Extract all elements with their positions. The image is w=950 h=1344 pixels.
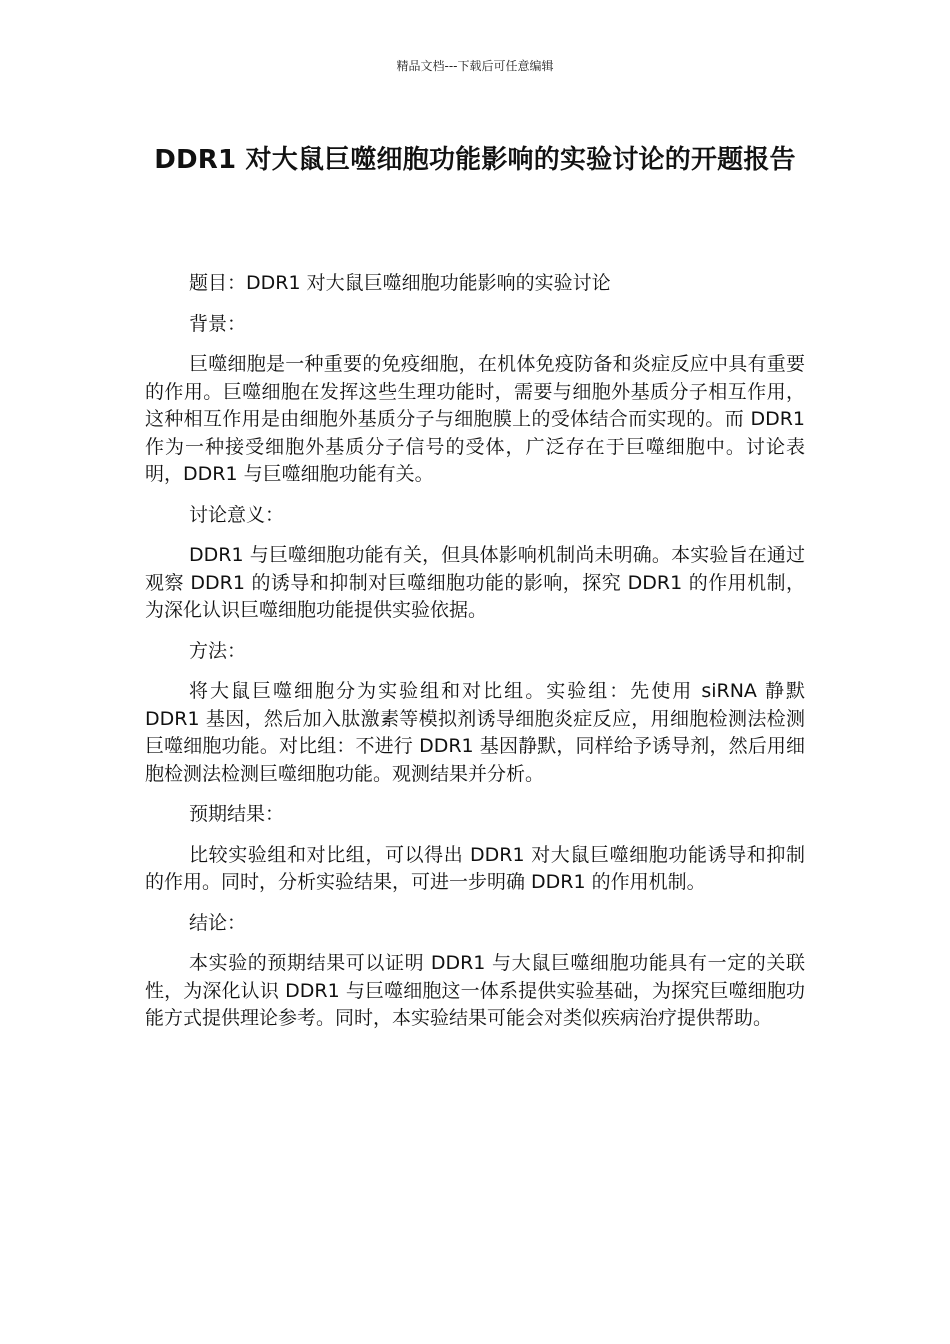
topic-line: 题目：DDR1 对大鼠巨噬细胞功能影响的实验讨论 — [189, 272, 611, 294]
significance-paragraph: DDR1 与巨噬细胞功能有关，但具体影响机制尚未明确。本实验旨在通过观察 DDR1 的诱导和抑制对巨噬细胞功能的影响，探究 DDR1 的作用机制，为深化认识巨噬细胞功能提供实验依据。 — [145, 544, 805, 621]
background-label: 背景： — [189, 312, 247, 335]
method-label: 方法： — [189, 639, 247, 662]
document-body — [145, 270, 805, 1046]
method-paragraph: 将大鼠巨噬细胞分为实验组和对比组。实验组：先使用 siRNA 静默 DDR1 基因，然后加入肽激素等模拟剂诱导细胞炎症反应，用细胞检测法检测巨噬细胞功能。对比组：不进行 DDR1 基因静默，同样给予诱导剂，然后用细胞检测法检测巨噬细胞功能。观测结果并分析。 — [145, 680, 805, 785]
page-header: 精品文档---下载后可任意编辑 — [396, 59, 554, 73]
document-title: DDR1 对大鼠巨噬细胞功能影响的实验讨论的开题报告 — [154, 145, 796, 175]
significance-label: 讨论意义： — [189, 503, 285, 526]
background-paragraph: 巨噬细胞是一种重要的免疫细胞，在机体免疫防备和炎症反应中具有重要的作用。巨噬细胞在发挥这些生理功能时，需要与细胞外基质分子相互作用，这种相互作用是由细胞外基质分子与细胞膜上的受体结合而实现的。而 DDR1 作为一种接受细胞外基质分子信号的受体，广泛存在于巨噬细胞中。讨论表明，DDR1 与巨噬细胞功能有关。 — [145, 353, 805, 485]
conclusion-label: 结论： — [189, 911, 247, 934]
conclusion-paragraph: 本实验的预期结果可以证明 DDR1 与大鼠巨噬细胞功能具有一定的关联性，为深化认识 DDR1 与巨噬细胞这一体系提供实验基础，为探究巨噬细胞功能方式提供理论参考。同时，本实验结果可能会对类似疾病治疗提供帮助。 — [145, 952, 805, 1029]
expected-results-paragraph: 比较实验组和对比组，可以得出 DDR1 对大鼠巨噬细胞功能诱导和抑制的作用。同时，分析实验结果，可进一步明确 DDR1 的作用机制。 — [145, 843, 805, 893]
expected-results-label: 预期结果： — [189, 803, 285, 825]
